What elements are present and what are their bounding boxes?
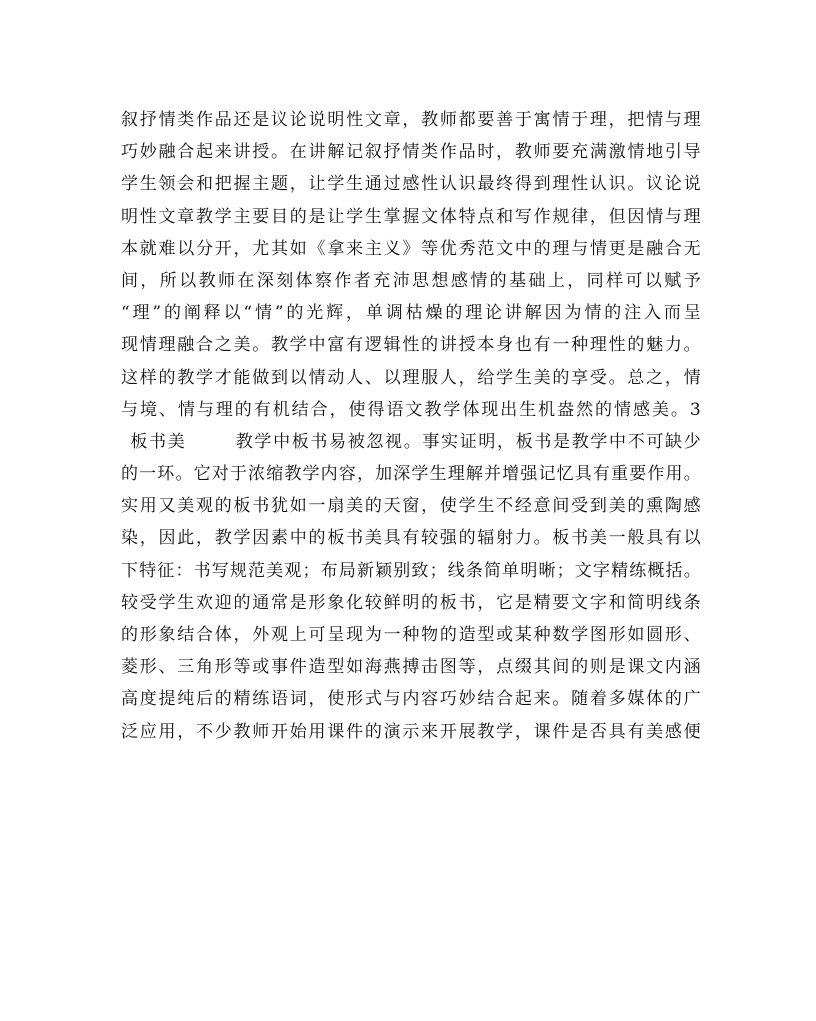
paragraph-line: 间，所以教师在深刻体察作者充沛思想感情的基础上，同样可以赋予 xyxy=(121,270,701,291)
paragraph-line: 巧妙融合起来讲授。在讲解记叙抒情类作品时，教师要充满激情地引导 xyxy=(121,142,701,163)
section-first-line-text: 教学中板书易被忽视。事实证明，板书是教学中不可缺少 xyxy=(234,431,701,452)
paragraph-line: 泛应用，不少教师开始用课件的演示来开展教学，课件是否具有美感便 xyxy=(121,721,701,742)
paragraph-line: 学生领会和把握主题，让学生通过感性认识最终得到理性认识。议论说 xyxy=(121,174,701,195)
section-heading-line xyxy=(121,426,701,458)
paragraph-line: 高度提纯后的精练语词，使形式与内容巧妙结合起来。随着多媒体的广 xyxy=(121,689,701,710)
paragraph-line: 染，因此，教学因素中的板书美具有较强的辐射力。板书美一般具有以 xyxy=(121,528,701,549)
paragraph-line: 现情理融合之美。教学中富有逻辑性的讲授本身也有一种理性的魅力。 xyxy=(121,335,701,356)
paragraph-line: 的一环。它对于浓缩教学内容，加深学生理解并增强记忆具有重要作用。 xyxy=(121,464,701,485)
paragraph-line: 这样的教学才能做到以情动人、以理服人，给学生美的享受。总之，情 xyxy=(121,367,701,388)
paragraph-line: 叙抒情类作品还是议论说明性文章，教师都要善于寓情于理，把情与理 xyxy=(121,110,701,130)
paragraph-line: 的形象结合体，外观上可呈现为一种物的造型或某种数学图形如圆形、 xyxy=(121,625,701,645)
paragraph-line: 实用又美观的板书犹如一扇美的天窗，使学生不经意间受到美的熏陶感 xyxy=(121,496,701,517)
paragraph-line: “理”的阐释以“情”的光辉，单调枯燥的理论讲解因为情的注入而呈 xyxy=(121,303,701,324)
paragraph-line: 下特征：书写规范美观；布局新颖别致；线条简单明晰；文字精练概括。 xyxy=(121,560,701,581)
section-heading: 板书美 xyxy=(129,431,187,452)
paragraph-line: 较受学生欢迎的通常是形象化较鲜明的板书，它是精要文字和简明线条 xyxy=(121,592,701,613)
body-text xyxy=(121,104,701,748)
paragraph-line: 与境、情与理的有机结合，使得语文教学体现出生机盎然的情感美。3 xyxy=(121,399,701,420)
paragraph-line: 菱形、三角形等或事件造型如海燕搏击图等，点缀其间的则是课文内涵 xyxy=(121,657,701,678)
paragraph-line: 明性文章教学主要目的是让学生掌握文体特点和写作规律，但因情与理 xyxy=(121,206,701,227)
paragraph-line: 本就难以分开，尤其如《拿来主义》等优秀范文中的理与情更是融合无 xyxy=(121,238,701,259)
